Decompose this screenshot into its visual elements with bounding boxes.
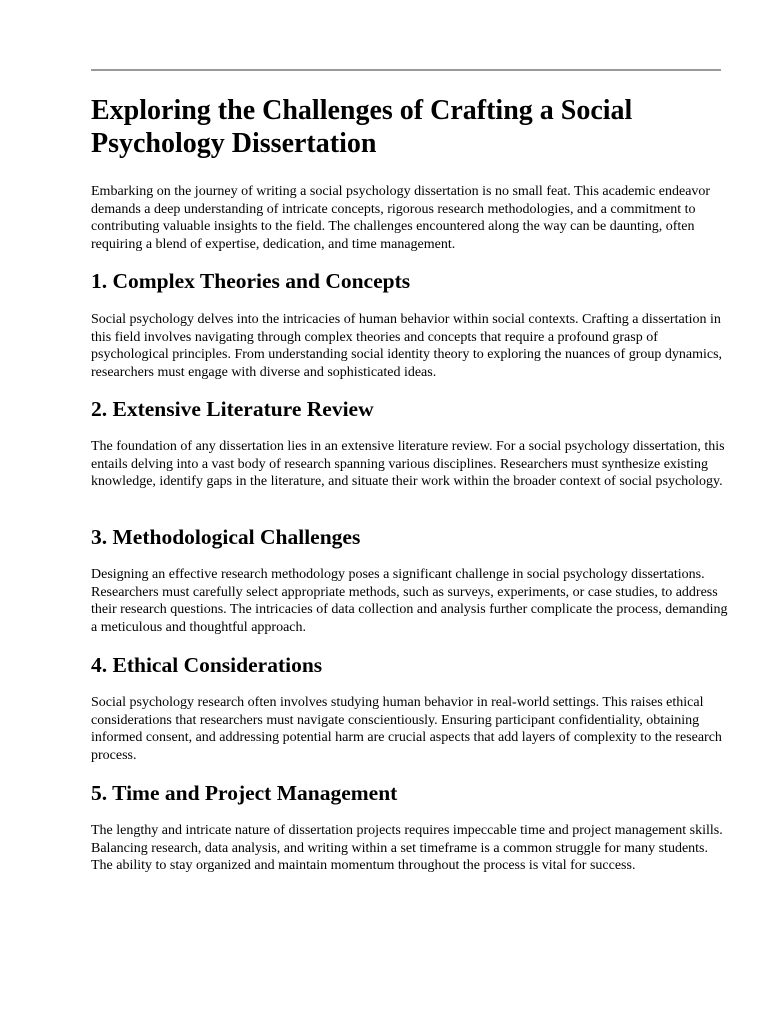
section-body-methodological-challenges: Designing an effective research methodology poses a significant challenge in social psychology dissertations. Researchers must carefully select appropriate methods, such as surveys, experiments, or case studies, to address their research questions. The intricacies of data collection and analysis further complicate the process, demanding a meticulous and thoughtful approach. [91,567,728,635]
section-heading-ethical-considerations: 4. Ethical Considerations [91,653,323,677]
section-body-ethical-considerations: Social psychology research often involves studying human behavior in real-world settings. This raises ethical considerations that researchers must navigate conscientiously. Ensuring participant confidentiality, obtaining informed consent, and addressing potential harm are crucial aspects that add layers of complexity to the research process. [91,695,722,763]
intro-paragraph: Embarking on the journey of writing a social psychology dissertation is no small feat. This academic endeavor demands a deep understanding of intricate concepts, rigorous research methodologies, and a commitment to contributing valuable insights to the field. The challenges encountered along the way can be daunting, often requiring a blend of expertise, dedication, and time management. [91,184,711,252]
page-title: Exploring the Challenges of Crafting a Social Psychology Dissertation [91,95,633,159]
section-body-literature-review: The foundation of any dissertation lies in an extensive literature review. For a social psychology dissertation, this entails delving into a vast body of research spanning various disciplines. Researchers must synthesize existing knowledge, identify gaps in the literature, and situate their work within the broader context of social psychology. [91,439,725,490]
section-heading-time-management: 5. Time and Project Management [91,781,398,805]
section-heading-methodological-challenges: 3. Methodological Challenges [91,525,361,549]
section-body-complex-theories: Social psychology delves into the intricacies of human behavior within social contexts. Crafting a dissertation in this field involves navigating through complex theories and concepts that require a profound grasp of psychological principles. From understanding social identity theory to exploring the nuances of group dynamics, researchers must engage with diverse and sophisticated ideas. [91,312,723,380]
section-heading-literature-review: 2. Extensive Literature Review [91,397,374,421]
section-heading-complex-theories: 1. Complex Theories and Concepts [91,269,411,293]
top-divider [91,69,721,71]
section-body-time-management: The lengthy and intricate nature of dissertation projects requires impeccable time and project management skills. Balancing research, data analysis, and writing within a set timeframe is a common struggle for many students. The ability to stay organized and maintain momentum throughout the process is vital for success. [91,823,723,874]
